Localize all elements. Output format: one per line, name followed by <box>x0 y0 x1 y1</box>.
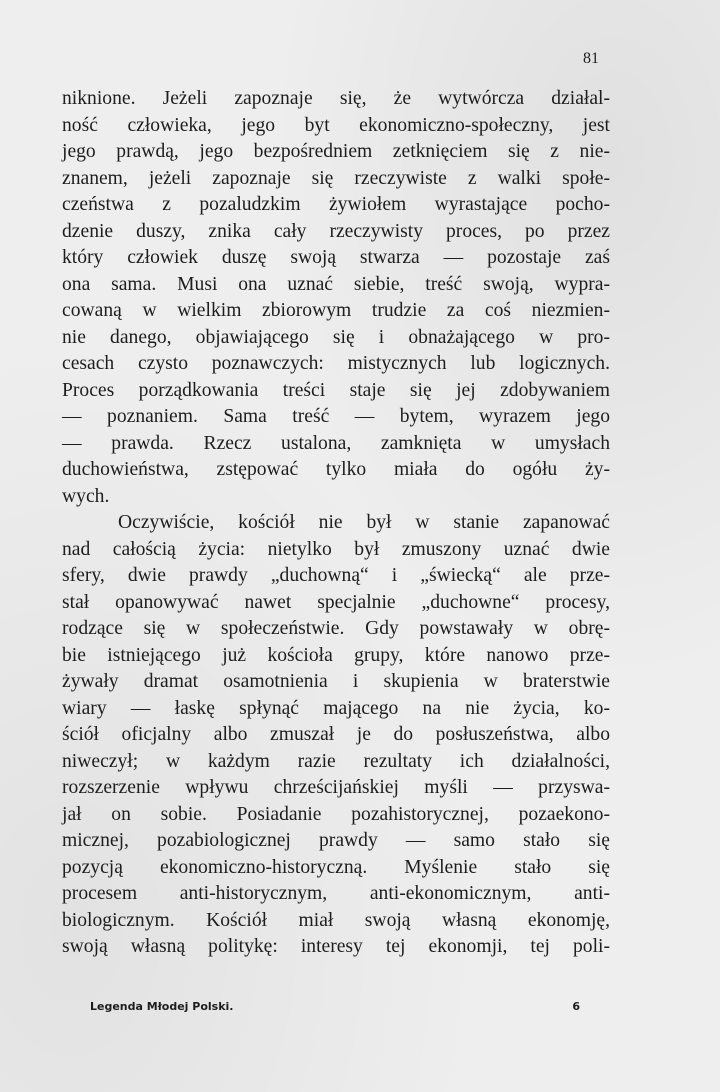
body-text <box>62 86 610 961</box>
text-line: Proces porządkowania treści staje się jej zdobywaniem <box>62 379 610 401</box>
text-line: micznej, pozabiologicznej prawdy — samo stało się <box>62 830 610 851</box>
text-line: procesem anti-historycznym, anti-ekonomicznym, anti- <box>62 883 610 904</box>
text-line: cowaną w wielkim zbiorowym trudzie za coś niezmien- <box>62 300 610 321</box>
text-line: niknione. Jeżeli zapoznaje się, że wytwórcza działal- <box>62 88 610 109</box>
text-line: sfery, dwie prawdy „duchowną“ i „świecką“ ale prze- <box>62 565 610 586</box>
text-line: swoją własną politykę: interesy tej ekonomji, tej poli- <box>62 936 610 957</box>
text-line: wych. <box>62 485 110 507</box>
text-line: rodzące się w społeczeństwie. Gdy powstawały w obrę- <box>62 618 610 639</box>
text-line: nad całością życia: nietylko był zmuszony uznać dwie <box>62 538 610 560</box>
page-footer <box>90 1000 580 1013</box>
text-line: ność człowieka, jego byt ekonomiczno-społeczny, jest <box>62 114 610 136</box>
footer-title: Legenda Młodej Polski. <box>90 1000 234 1013</box>
text-line: jego prawdą, jego bezpośredniem zetknięciem się z nie- <box>62 141 610 162</box>
text-line: — poznaniem. Sama treść — bytem, wyrazem jego <box>62 406 610 427</box>
text-line: rozszerzenie wpływu chrześcijańskiej myśli — przyswa- <box>62 777 610 798</box>
text-line: niweczył; w każdym razie rezultaty ich działalności, <box>62 750 610 772</box>
text-line: duchowieństwa, zstępować tylko miała do ogółu ży- <box>62 459 610 480</box>
text-line: znanem, jeżeli zapoznaje się rzeczywiste z walki społe- <box>62 167 610 189</box>
text-line: stał opanowywać nawet specjalnie „duchowne“ procesy, <box>62 591 610 613</box>
text-line: żywały dramat osamotnienia i skupienia w braterstwie <box>62 671 610 692</box>
text-line: cesach czysto poznawczych: mistycznych lub logicznych. <box>62 353 610 374</box>
text-line: bie istniejącego już kościoła grupy, które nanowo prze- <box>62 644 610 666</box>
text-line: jał on sobie. Posiadanie pozahistorycznej, pozaekono- <box>62 803 610 825</box>
text-line: czeństwa z pozaludzkim żywiołem wyrastające pocho- <box>62 194 610 215</box>
text-line: Oczywiście, kościół nie był w stanie zapanować <box>118 512 610 533</box>
text-line: wiary — łaskę spłynąć mającego na nie życia, ko- <box>62 697 610 719</box>
text-line: dzenie duszy, znika cały rzeczywisty proces, po przez <box>62 220 610 242</box>
text-line: biologicznym. Kościół miał swoją własną ekonomję, <box>62 909 610 931</box>
text-line: który człowiek duszę swoją stwarza — pozostaje zaś <box>62 247 610 268</box>
text-line: nie danego, objawiającego się i obnażającego w pro- <box>62 326 610 348</box>
signature-mark: 6 <box>572 1000 580 1013</box>
text-line: ona sama. Musi ona uznać siebie, treść swoją, wypra- <box>62 273 610 295</box>
text-line: — prawda. Rzecz ustalona, zamknięta w umysłach <box>62 432 610 454</box>
text-line: ściół oficjalny albo zmuszał je do posłuszeństwa, albo <box>62 724 610 745</box>
page-number: 81 <box>583 50 599 67</box>
text-line: pozycją ekonomiczno-historyczną. Myślenie stało się <box>62 856 610 878</box>
